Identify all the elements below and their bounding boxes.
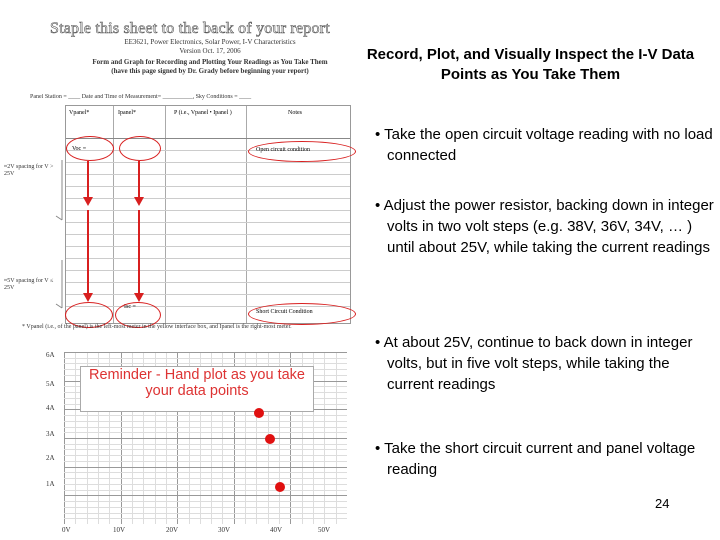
bullet-text: Take the short circuit current and panel voltage reading bbox=[384, 440, 696, 478]
page-number: 24 bbox=[655, 496, 670, 511]
x-tick-label: 20V bbox=[166, 526, 179, 534]
bullet-text: Adjust the power resistor, backing down in integer volts in two volt steps (e.g. 38V, 36V, 34V, … ) until about 25V, while taking the current readings bbox=[383, 197, 714, 256]
spacing-5v-note: ≈5V spacing for V ≤ 25V bbox=[4, 278, 54, 291]
isc-label: Isc = bbox=[124, 304, 136, 310]
bullet-text: Take the open circuit voltage reading with no load connected bbox=[384, 126, 713, 164]
bullet-item bbox=[375, 195, 715, 258]
y-tick-label: 1A bbox=[46, 480, 55, 488]
y-tick-label: 4A bbox=[46, 404, 55, 412]
x-tick-label: 40V bbox=[270, 526, 283, 534]
arrow-shaft-right-top bbox=[138, 161, 140, 199]
short-circuit-ellipse bbox=[248, 303, 356, 325]
arrow-down-icon bbox=[134, 197, 144, 206]
spacing-2v-note: ≈2V spacing for V > 25V bbox=[4, 164, 54, 177]
arrow-down-icon bbox=[83, 197, 93, 206]
arrow-shaft-right-bottom bbox=[138, 210, 140, 296]
y-tick-label: 5A bbox=[46, 380, 55, 388]
col-header-vpanel: Vpanel* bbox=[69, 110, 90, 116]
voc-label: Voc = bbox=[72, 146, 87, 152]
footnote: * Vpanel (i.e., of the panel) is the left-most meter in the yellow interface box, and Ipanel is the right-most meter. bbox=[22, 324, 292, 330]
slide-title: Record, Plot, and Visually Inspect the I-V Data Points as You Take Them bbox=[366, 46, 695, 83]
version-line: Version Oct. 17, 2006 bbox=[179, 47, 241, 55]
arrow-down-icon bbox=[83, 293, 93, 302]
scan-header-title: Staple this sheet to the back of your report bbox=[50, 20, 330, 37]
open-circuit-label: Open circuit condition bbox=[256, 147, 310, 153]
arrow-shaft-left-top bbox=[87, 161, 89, 199]
open-circuit-ellipse bbox=[248, 141, 356, 162]
x-tick-label: 10V bbox=[113, 526, 126, 534]
col-header-power: P (i.e., Vpanel • Ipanel ) bbox=[174, 110, 232, 116]
bullet-item bbox=[375, 124, 715, 166]
reminder-box: Reminder - Hand plot as you take your data points bbox=[80, 366, 314, 412]
voc-highlight-ellipse bbox=[66, 136, 114, 161]
x-tick-label: 0V bbox=[62, 526, 71, 534]
bullet-item bbox=[375, 438, 715, 480]
bullet-icon: • bbox=[375, 197, 381, 214]
bullet-icon: • bbox=[375, 440, 381, 457]
col-header-notes: Notes bbox=[288, 110, 302, 116]
x-tick-label: 30V bbox=[218, 526, 231, 534]
bullet-item bbox=[375, 332, 715, 395]
arrow-down-icon bbox=[134, 293, 144, 302]
arrow-shaft-left-bottom bbox=[87, 210, 89, 296]
form-title: Form and Graph for Recording and Plotting Your Readings as You Take Them bbox=[92, 58, 328, 66]
y-tick-label: 6A bbox=[46, 351, 55, 359]
panel-info-line: Panel Station = ____ Date and Time of Measurement= __________, Sky Conditions = ____ bbox=[30, 94, 252, 100]
x-tick-label: 50V bbox=[318, 526, 331, 534]
readings-table bbox=[65, 105, 351, 324]
course-line: EE3621, Power Electronics, Solar Power, I-V Characteristics bbox=[124, 38, 296, 46]
bullet-icon: • bbox=[375, 334, 381, 351]
col-header-ipanel: Ipanel* bbox=[118, 110, 136, 116]
bullet-text: At about 25V, continue to back down in integer volts, but in five volt steps, while taking the current readings bbox=[383, 334, 693, 393]
ioc-highlight-ellipse bbox=[119, 136, 161, 161]
bullet-icon: • bbox=[375, 126, 381, 143]
form-subtitle: (have this page signed by Dr. Grady before beginning your report) bbox=[111, 67, 309, 75]
y-tick-label: 3A bbox=[46, 430, 55, 438]
plot-data-point bbox=[265, 434, 275, 444]
y-tick-label: 2A bbox=[46, 454, 55, 462]
short-circuit-label: Short Circuit Condition bbox=[256, 309, 313, 315]
